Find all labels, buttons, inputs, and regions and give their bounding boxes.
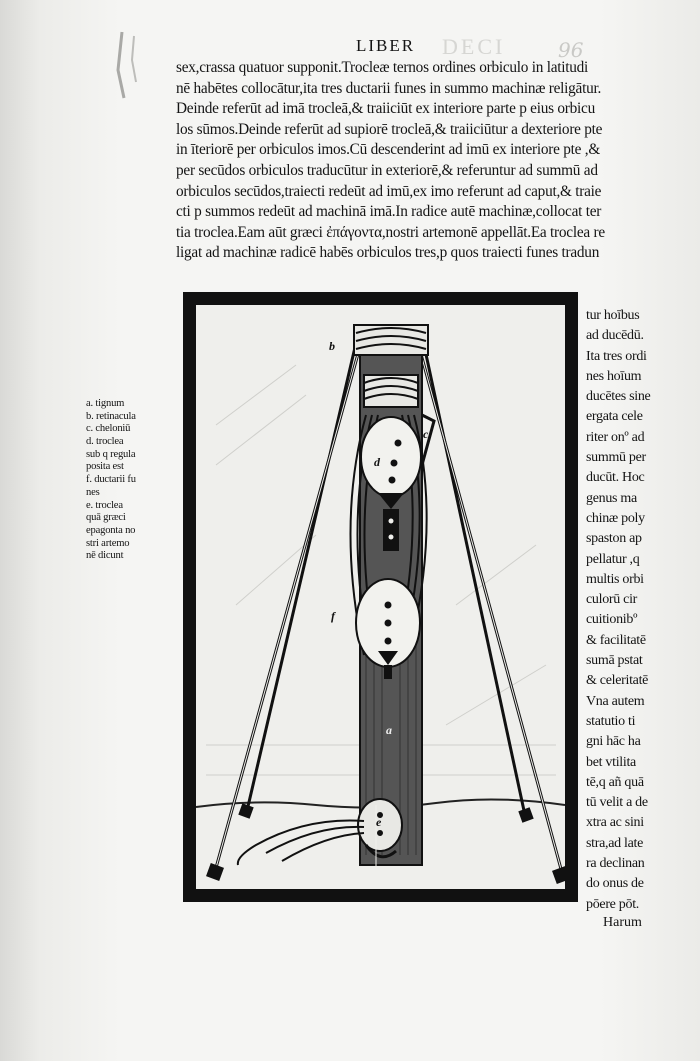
text-line: Deinde referūt ad imā trocleā,& traiiciūt ex interiore parte p eius orbicu bbox=[176, 100, 595, 118]
legend-line: a. tignum bbox=[86, 398, 125, 409]
text-line: ligat ad machinæ radicē habēs orbiculos tres,p quos traiecti funes tradun bbox=[176, 244, 600, 262]
side-text-line: gni hāc ha bbox=[586, 734, 641, 750]
side-text-line: & facilitatē bbox=[586, 632, 646, 648]
polyspaston-machine-drawing bbox=[196, 305, 565, 889]
legend-line: sub q regula bbox=[86, 448, 136, 460]
figure-label-a: a bbox=[386, 723, 392, 737]
text-line: nē habētes collocātur,ita tres ductarii funes in summo machinæ religātur. bbox=[176, 79, 602, 97]
legend-line: f. ductarii fu bbox=[86, 474, 136, 486]
side-text-line: culorū cir bbox=[586, 592, 638, 608]
woodcut-illustration bbox=[196, 305, 565, 889]
side-text-line: tur hoībus bbox=[586, 308, 640, 323]
side-text-line: ergata cele bbox=[586, 409, 643, 425]
legend-line: epagonta no bbox=[86, 524, 136, 536]
text-line: cti p summos redeūt ad machinā imā.In radice autē machinæ,collocat ter bbox=[176, 203, 602, 221]
side-text-line: pōere pōt. bbox=[586, 896, 639, 912]
text-line: orbiculos secūdos,traiecti redeūt ad imū,ex imo referunt ad caput,& traie bbox=[176, 182, 602, 200]
text-line: sex,crassa quatuor supponit.Trocleæ ternos ordines orbiculo in latitudi bbox=[176, 59, 589, 76]
figure-label-c: c bbox=[423, 427, 429, 441]
figure-legend bbox=[86, 398, 186, 563]
side-text-line: tū velit a de bbox=[586, 795, 648, 811]
side-text-column bbox=[586, 306, 696, 915]
side-text-line: statutio ti bbox=[586, 713, 636, 729]
text-line: in īteriorē per orbiculos imos.Cū descenderint ad imū ex interiore pte ,& bbox=[176, 141, 600, 159]
legend-line: e. troclea bbox=[86, 499, 123, 511]
side-text-line: cuitionibº bbox=[586, 612, 638, 628]
side-text-line: riter onº ad bbox=[586, 429, 645, 445]
text-line: per secūdos orbiculos traducūtur in exteriorē,& referuntur ad summū ad bbox=[176, 161, 598, 179]
side-text-line: Vna autem bbox=[586, 693, 645, 709]
side-text-line: ad ducēdū. bbox=[586, 328, 644, 344]
legend-line: d. troclea bbox=[86, 436, 124, 448]
hauling-ropes bbox=[238, 821, 364, 866]
text-line: tia troclea.Eam aūt græci ἐπάγοντα,nostri artemonē appellāt.Ea troclea re bbox=[176, 223, 605, 241]
show-through-header: DECI bbox=[442, 34, 506, 59]
text-line: los sūmos.Deinde referūt ad supiorē trocleā,& traiiciūtur a dexteriore pte bbox=[176, 120, 603, 138]
legend-line: quā græci bbox=[86, 512, 126, 524]
legend-line: stri artemo bbox=[86, 537, 130, 549]
figure-label-e: e bbox=[376, 815, 382, 829]
side-text-line: stra,ad late bbox=[586, 835, 644, 851]
side-text-line: tē,q añ quā bbox=[586, 774, 644, 790]
legend-line: b. retinacula bbox=[86, 410, 136, 422]
side-text-line: spaston ap bbox=[586, 531, 642, 547]
side-text-line: multis orbi bbox=[586, 571, 644, 587]
side-text-line: bet vtilita bbox=[586, 754, 636, 770]
main-text-block bbox=[176, 58, 696, 264]
side-text-line: ducētes sine bbox=[586, 389, 651, 405]
legend-line: nē dicunt bbox=[86, 550, 124, 562]
running-title: LIBER bbox=[356, 36, 416, 55]
side-text-line: summū per bbox=[586, 450, 646, 466]
figure-label-d: d bbox=[374, 455, 380, 469]
side-text-line: chinæ poly bbox=[586, 510, 645, 526]
figure-label-b: b bbox=[329, 339, 335, 353]
legend-line: c. cheloniū bbox=[86, 423, 131, 435]
side-text-line: xtra ac sini bbox=[586, 815, 644, 831]
figure-label-f: f bbox=[331, 609, 335, 623]
legend-line: nes bbox=[86, 486, 100, 498]
side-text-line: & celeritatē bbox=[586, 673, 649, 689]
side-text-line: nes hoīum bbox=[586, 368, 642, 384]
side-text-line: Ita tres ordi bbox=[586, 348, 647, 364]
page-crease-mark bbox=[110, 30, 150, 100]
side-text-line: do onus de bbox=[586, 876, 644, 892]
catchword: Harum bbox=[603, 915, 642, 930]
side-text-line: ducūt. Hoc bbox=[586, 470, 645, 486]
side-text-line: ra declinan bbox=[586, 856, 645, 872]
side-text-line: pellatur ,q bbox=[586, 551, 640, 567]
legend-line: posita est bbox=[86, 461, 124, 473]
side-text-line: genus ma bbox=[586, 490, 637, 506]
folio-number: 96 bbox=[558, 38, 584, 62]
side-text-line: sumā pstat bbox=[586, 653, 643, 669]
woodcut-figure-frame bbox=[183, 292, 578, 902]
